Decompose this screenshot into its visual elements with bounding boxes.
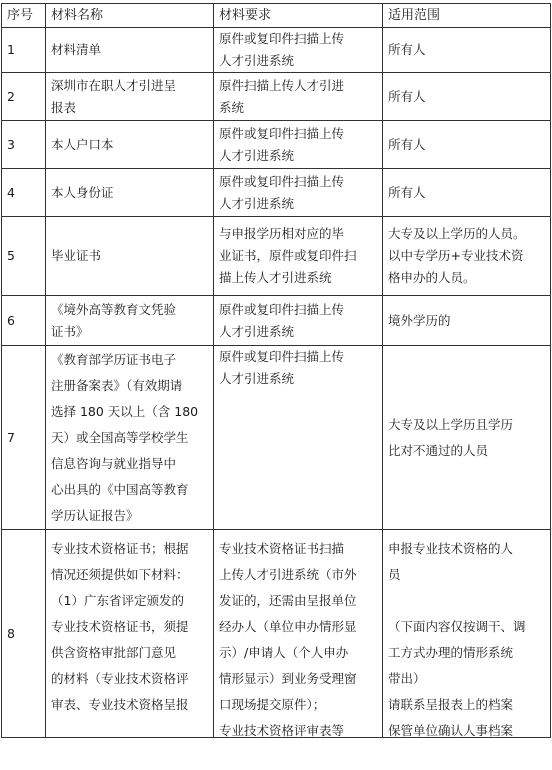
- table-row: [2, 346, 551, 530]
- materials-table: [1, 3, 551, 738]
- table-header-row: [2, 4, 551, 28]
- table-row: [2, 121, 551, 169]
- material-requirement: 原件或复印件扫描上传 人才引进系统: [214, 296, 383, 346]
- row-number: 6: [2, 296, 46, 346]
- header-no: 序号: [2, 4, 46, 28]
- row-number: 8: [2, 530, 46, 738]
- material-name: 《教育部学历证书电子 注册备案表》（有效期请 选择 180 天以上（含 180 天）或全国高等学校学生 信息咨询与就业指导中 心出具的《中国高等教育 学历认证报告》: [46, 346, 214, 530]
- table-row: [2, 28, 551, 73]
- material-requirement: 专业技术资格证书扫描 上传人才引进系统（市外 发证的，还需由呈报单位 经办人（单位申办情形显 示）/申请人（个人申办 情形显示）到业务受理窗 口现场提交原件）； 专业技术资格评审表等: [214, 530, 383, 738]
- row-number: 1: [2, 28, 46, 73]
- row-number: 4: [2, 169, 46, 217]
- material-name: 《境外高等教育文凭验 证书》: [46, 296, 214, 346]
- table-row: [2, 73, 551, 121]
- material-name: 毕业证书: [46, 217, 214, 296]
- header-requirement: 材料要求: [214, 4, 383, 28]
- material-scope: 大专及以上学历的人员。 以中专学历+专业技术资 格申办的人员。: [383, 217, 551, 296]
- material-requirement: 原件或复印件扫描上传 人才引进系统: [214, 121, 383, 169]
- table-row: [2, 169, 551, 217]
- material-scope: 申报专业技术资格的人 员 （下面内容仅按调干、调 工方式办理的情形系统 带出） 请联系呈报表上的档案 保管单位确认人事档案: [383, 530, 551, 738]
- row-number: 7: [2, 346, 46, 530]
- material-scope: 所有人: [383, 121, 551, 169]
- material-requirement: 原件或复印件扫描上传 人才引进系统: [214, 169, 383, 217]
- material-scope: 大专及以上学历且学历 比对不通过的人员: [383, 346, 551, 530]
- material-requirement: 原件或复印件扫描上传 人才引进系统: [214, 28, 383, 73]
- material-scope: 所有人: [383, 73, 551, 121]
- table-row: [2, 217, 551, 296]
- material-name: 本人户口本: [46, 121, 214, 169]
- material-scope: 所有人: [383, 169, 551, 217]
- material-name: 深圳市在职人才引进呈 报表: [46, 73, 214, 121]
- table-row: [2, 296, 551, 346]
- material-scope: 所有人: [383, 28, 551, 73]
- row-number: 5: [2, 217, 46, 296]
- material-name: 专业技术资格证书；根据 情况还须提供如下材料： （1）广东省评定颁发的 专业技术资格证书，须提 供含资格审批部门意见 的材料（专业技术资格评 审表、专业技术资格呈报: [46, 530, 214, 738]
- material-requirement: 与申报学历相对应的毕 业证书，原件或复印件扫 描上传人才引进系统: [214, 217, 383, 296]
- material-requirement: 原件或复印件扫描上传 人才引进系统: [214, 346, 383, 530]
- material-name: 本人身份证: [46, 169, 214, 217]
- table-row: [2, 530, 551, 738]
- header-scope: 适用范围: [383, 4, 551, 28]
- row-number: 2: [2, 73, 46, 121]
- material-name: 材料清单: [46, 28, 214, 73]
- material-requirement: 原件扫描上传人才引进 系统: [214, 73, 383, 121]
- material-scope: 境外学历的: [383, 296, 551, 346]
- row-number: 3: [2, 121, 46, 169]
- header-name: 材料名称: [46, 4, 214, 28]
